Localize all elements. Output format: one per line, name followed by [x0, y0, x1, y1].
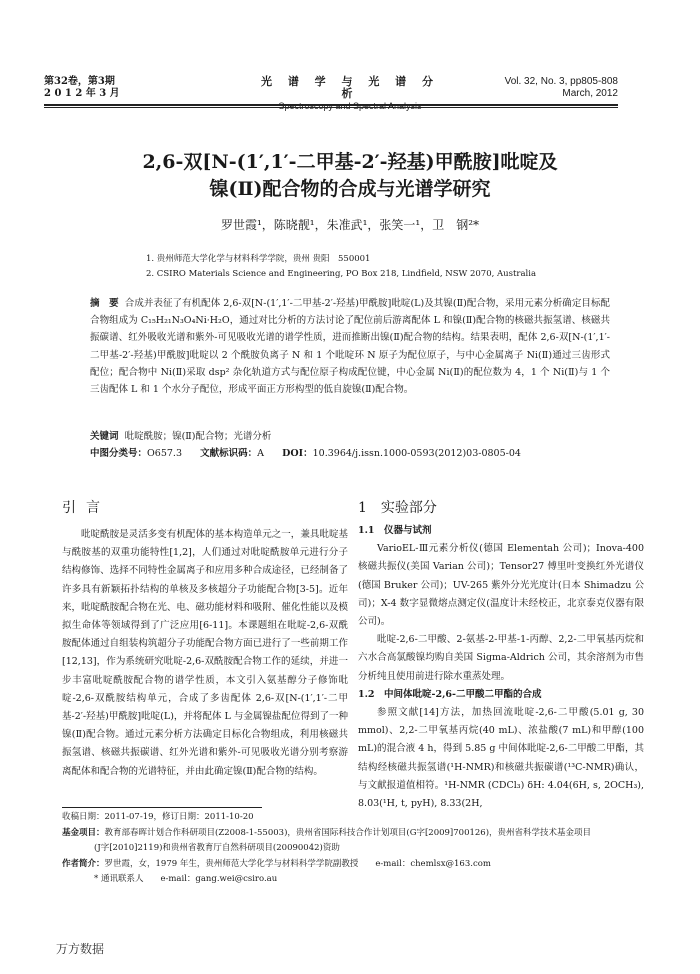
- article-title-line2: 镍(Ⅱ)配合物的合成与光谱学研究: [209, 178, 491, 200]
- doi-label: DOI：: [282, 448, 313, 459]
- fund-line-1: 教育部春晖计划合作科研项目(Z2008-1-55003)，贵州省国际科技合作计划项目(G字[2009]700126)，贵州省科学技术基金项目: [104, 827, 592, 838]
- doi-value: 10.3964/j.issn.1000-0593(2012)03-0805-04: [312, 448, 521, 459]
- header-rule-thin: [44, 107, 618, 108]
- footnotes: [62, 810, 647, 888]
- corresponding-author: * 通讯联系人 e-mail：gang.wei@csiro.au: [94, 874, 278, 884]
- experimental-column: [358, 522, 644, 813]
- keywords-label: 关键词: [90, 431, 119, 442]
- intro-heading: 引言: [62, 500, 110, 516]
- section-1-2-title: 1.2 中间体吡啶-2,6-二甲酸二甲酯的合成: [358, 688, 542, 700]
- footnote-rule: [62, 807, 262, 808]
- section-1-2-paragraph-1: 参照文献[14]方法，加热回流吡啶-2,6-二甲酸(5.01 g, 30 mmol)、2,2-二甲氧基丙烷(40 mL)、浓盐酸(7 mL)和甲醇(100 mL)的混合液 4 h，得到 5.85 g 中间体吡啶-2,6-二甲酸二甲酯，其结构经核磁共振氢谱(¹H-NMR)和核磁共振碳谱(¹³C-NMR)确认，与文献报道值相符。¹H-NMR (CDCl₃) δH: 4.04(6H, s, 2OCH₃), 8.03(¹H, t, pyH), 8.33(2H,: [358, 707, 644, 810]
- journal-name-cn: 光 谱 学 与 光 谱 分 析: [261, 75, 439, 100]
- keywords-block: [90, 428, 610, 462]
- header-rule-thick: [44, 104, 618, 106]
- abstract-text: 合成并表征了有机配体 2,6-双[N-(1′,1′-二甲基-2′-羟基)甲酰胺]吡啶(L)及其镍(Ⅱ)配合物，采用元素分析确定目标配合物组成为 C₁₅H₂₁N₃O₄Ni·H₂O，通过对比分析的方法讨论了配位前后游离配体 L 和镍(Ⅱ)配合物的核磁共振氢谱、核磁共振碳谱、红外吸收光谱和紫外-可见吸收光谱的谱学性质，进而推断出镍(Ⅱ)配合物的结构。结果表明，配体 2,6-双[N-(1′,1′-二甲基-2′-羟基)甲酰胺]吡啶以 2 个酰胺负离子 N 和 1 个吡啶环 N 原子为配位原子，与中心金属离子 Ni(Ⅱ)通过三齿形式配位；配合物中 Ni(Ⅱ)采取 dsp² 杂化轨道方式与配位原子构成配位键，中心金属 Ni(Ⅱ)的配位数为 4，1 个 Ni(Ⅱ)与 1 个三齿配体 L 和 1 个水分子配位，形成平面正方形构型的低自旋镍(Ⅱ)配合物。: [90, 298, 610, 396]
- experimental-heading: 1 实验部分: [358, 500, 437, 516]
- article-title-line1: 2,6-双[N-(1′,1′-二甲基-2′-羟基)甲酰胺]吡啶及: [142, 151, 558, 173]
- abstract: [90, 295, 610, 398]
- section-1-1-paragraph-2: 吡啶-2,6-二甲酸、2-氨基-2-甲基-1-丙醇、2,2-二甲氧基丙烷和六水合高氯酸镍均购自美国 Sigma-Aldrich 公司，其余溶剂为市售分析纯且使用前进行除水重蒸处理。: [358, 634, 644, 682]
- classification-line: [90, 445, 610, 462]
- watermark: 万方数据: [56, 942, 105, 956]
- affiliation-2: 2. CSIRO Materials Science and Engineering, PO Box 218, Lindfield, NSW 2070, Australia: [146, 269, 537, 279]
- doc-code-value: A: [257, 448, 265, 459]
- section-1-1-title: 1.1 仪器与试剂: [358, 525, 432, 536]
- fund-info: [62, 826, 647, 842]
- fund-line-2: (J字[2010]2119)和贵州省教育厅自然科研项目(20090042)资助: [94, 843, 340, 853]
- section-1-1-paragraph-1: VarioEL-Ⅲ元素分析仪(德国 Elementah 公司)；Inova-400 核磁共振仪(美国 Varian 公司)；Tensor27 傅里叶变换红外光谱仪(德国 Bruker 公司)；UV-265 紫外分光光度计(日本 Shimadzu 公司)；X-4 数字显微熔点测定仪(温度计未经校正，北京泰克仪器有限公司)。: [358, 543, 644, 628]
- author-bio: [62, 857, 647, 873]
- intro-column: [62, 526, 348, 781]
- clc-value: O657.3: [147, 448, 183, 459]
- affiliation-1: 1. 贵州师范大学化学与材料科学学院，贵州 贵阳 550001: [146, 254, 371, 264]
- volume-en: Vol. 32, No. 3, pp805-808: [504, 76, 618, 87]
- issue-info-en: [505, 76, 618, 100]
- intro-paragraph: 吡啶酰胺是灵活多变有机配体的基本构造单元之一，兼具吡啶基与酰胺基的双重功能特性[1,2]，人们通过对吡啶酰胺单元进行分子结构修饰、选择不同特性金属离子和应用多种合成途径，已经制备了许多具有新颖拓扑结构的单核及多核超分子功能配合物[3-5]。近年来，吡啶酰胺配合物在光、电、磁功能材料和吸附、催化性能以及模拟生命体等领域得到了广泛应用[6-11]。本课题组在吡啶-2,6-双酰胺配体通过自组装构筑超分子功能配合物方面已进行了一些前期工作[12,13]，作为系统研究吡啶-2,6-双酰胺配合物工作的延续，并进一步丰富吡啶酰胺配合物的谱学性质，本文引入氨基醇分子修饰吡啶-2,6-双酰胺结构单元，合成了多齿配体 2,6-双[N-(1′,1′-二甲基-2′-羟基)甲酰胺]吡啶(L)，并将配体 L 与金属镍盐配位得到了一种镍(Ⅱ)配合物。通过元素分析方法确定目标化合物组成，利用核磁共振氢谱、核磁共振碳谱、红外光谱和紫外-可见吸收光谱分别考察游离配体和配合物的光谱特征，并由此确定镍(Ⅱ)配合物的结构。: [62, 529, 348, 777]
- doc-code-label: 文献标识码：: [200, 448, 258, 459]
- issue-info-cn: [44, 76, 120, 100]
- date-cn: 2 0 1 2 年 3 月: [44, 88, 120, 99]
- clc-label: 中图分类号：: [90, 448, 148, 459]
- received-date: 收稿日期：2011-07-19，修订日期：2011-10-20: [62, 812, 254, 822]
- author-bio-text: 罗世霞，女，1979 年生，贵州师范大学化学与材料科学学院副教授 e-mail：chemlsx@163.com: [104, 858, 491, 869]
- fund-label: 基金项目：: [62, 827, 105, 838]
- affiliations: [146, 252, 536, 282]
- keywords-line: [90, 428, 610, 445]
- volume-cn: 第32卷，第3期: [44, 76, 115, 87]
- author-list: 罗世霞¹，陈晓靓¹，朱准武¹，张笑一¹，卫 钢²*: [220, 218, 480, 232]
- author-bio-label: 作者简介：: [62, 858, 105, 869]
- date-en: March, 2012: [562, 88, 618, 99]
- abstract-label: 摘 要: [90, 298, 119, 309]
- journal-name-en: Spectroscopy and Spectral Analysis: [278, 101, 422, 111]
- keywords-text: 吡啶酰胺；镍(Ⅱ)配合物；光谱分析: [124, 431, 272, 442]
